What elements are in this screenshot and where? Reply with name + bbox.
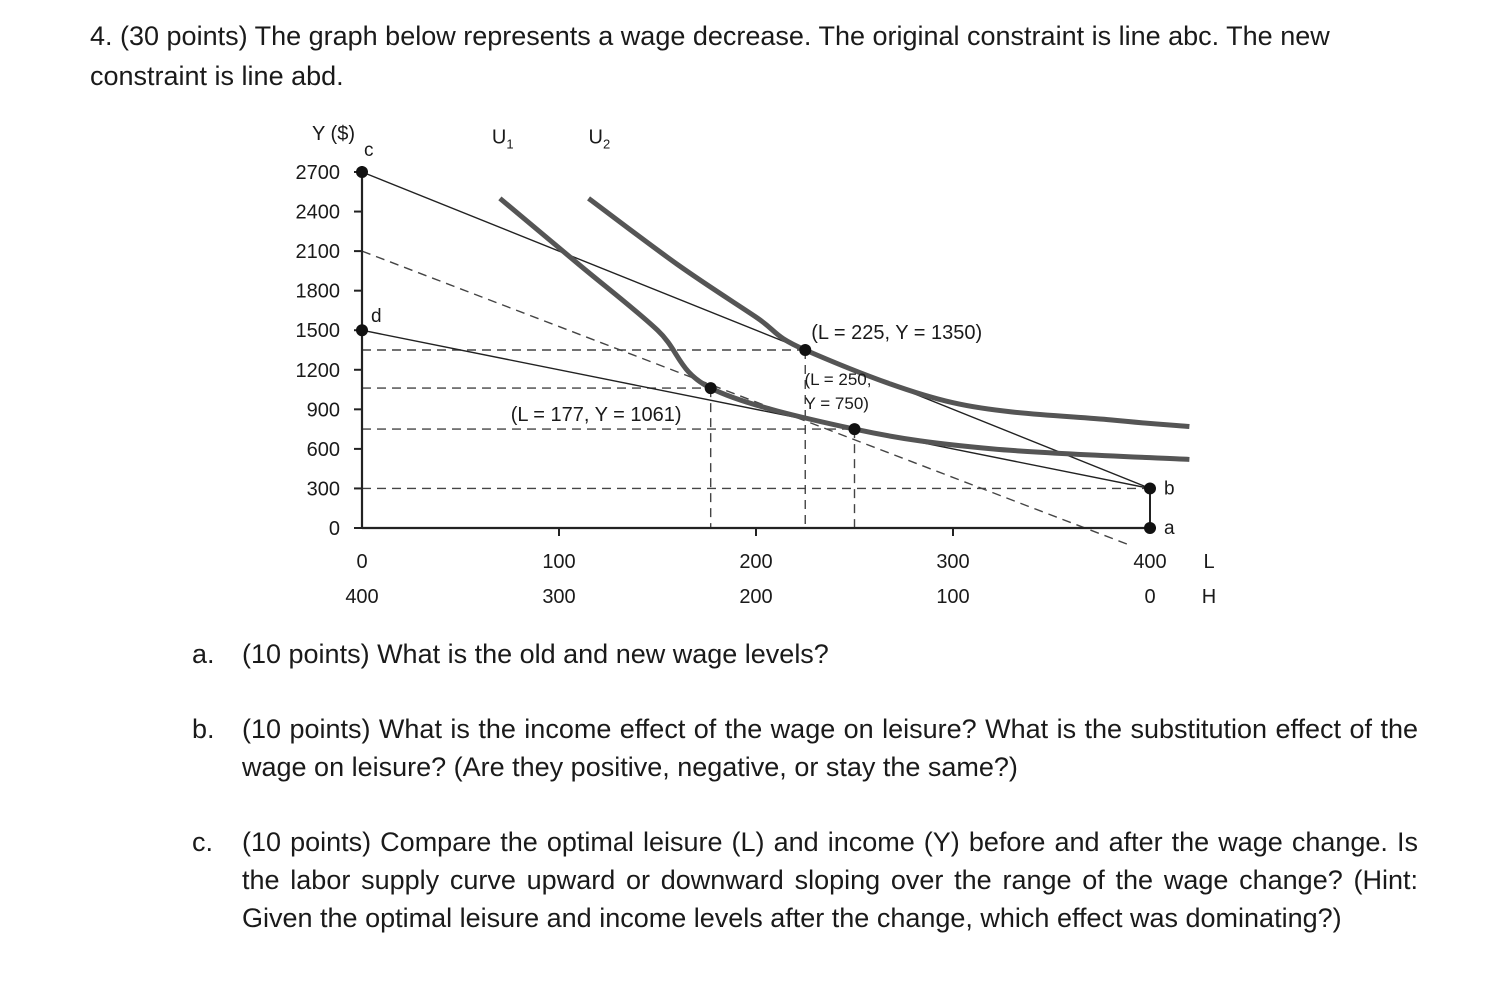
y-tick-label: 0 (328, 518, 340, 540)
x-tick-label-hours: 0 (1144, 586, 1156, 608)
x-tick-label-hours: 100 (936, 586, 970, 608)
indifference-curve-u2 (589, 198, 1190, 426)
part-c (192, 823, 1418, 937)
x-tick-label-hours: 200 (739, 586, 773, 608)
x-axis-title-leisure: L (1203, 551, 1215, 573)
y-tick-label: 300 (306, 478, 340, 501)
optimum-point (705, 382, 717, 394)
part-text: (10 points) What is the old and new wage levels? (242, 639, 829, 669)
optimum-label-original: (L = 225, Y = 1350) (811, 322, 983, 344)
x-tick-label-hours: 400 (345, 586, 379, 608)
y-axis-title: Y ($) (312, 123, 355, 145)
point-label-c: c (364, 140, 374, 161)
y-tick-label: 600 (306, 438, 340, 461)
optimum-point (849, 423, 861, 435)
x-tick-label-leisure: 0 (356, 551, 368, 573)
x-tick-label-leisure: 100 (542, 551, 576, 573)
x-tick-label-leisure: 300 (936, 551, 970, 573)
point-c (356, 166, 368, 178)
point-label-d: d (371, 306, 382, 328)
point-a (1144, 522, 1156, 534)
y-tick-label: 1200 (295, 359, 340, 382)
part-text: (10 points) What is the income effect of the wage on leisure? What is the substitution effect of the wage on leisure? (Are they positive, negative, or stay the same?) (242, 714, 1418, 782)
point-d (356, 324, 368, 336)
part-text: (10 points) Compare the optimal leisure (L) and income (Y) before and after the wage change. Is the labor supply curve upward or downward sloping over the range of the wage change? (Hint: Given the optimal leisure and income levels after the change, which effect was dominating?) (242, 827, 1418, 933)
x-tick-label-leisure: 200 (739, 551, 773, 573)
x-axis-title-hours: H (1201, 586, 1217, 608)
question-text: 4. (30 points) The graph below represents a wage decrease. The original constraint is line abc. The new constraint is line abd. (90, 21, 1330, 91)
curve-label-u2: $U_2$ (588, 126, 611, 152)
part-letter: a. (192, 639, 215, 669)
optimum-point (799, 344, 811, 356)
constraint-line-bd (362, 330, 1150, 488)
point-label-b: b (1164, 478, 1175, 500)
curve-label-u1: $U_1$ (491, 126, 514, 152)
y-tick-label: 2700 (295, 162, 340, 184)
y-tick-label: 900 (306, 399, 340, 422)
part-letter: b. (192, 714, 215, 744)
y-tick-label: 2100 (295, 241, 340, 264)
point-b (1144, 482, 1156, 494)
y-tick-label: 2400 (295, 201, 340, 224)
optimum-label-compensated: Y = 750) (804, 394, 869, 414)
y-tick-label: 1500 (295, 320, 340, 343)
point-label-a: a (1164, 518, 1175, 539)
part-a (192, 635, 1418, 673)
optimum-label-new: (L = 177, Y = 1061) (510, 404, 682, 427)
question-parts (192, 635, 1418, 974)
constraint-line-bc (362, 172, 1150, 488)
compensated-constraint-line (362, 251, 1132, 546)
x-tick-label-leisure: 400 (1133, 551, 1167, 573)
optimum-label-compensated: (L = 250, (804, 370, 872, 390)
part-b (192, 710, 1418, 786)
x-tick-label-hours: 300 (542, 586, 576, 608)
y-tick-label: 1800 (295, 280, 340, 303)
part-letter: c. (192, 827, 214, 857)
